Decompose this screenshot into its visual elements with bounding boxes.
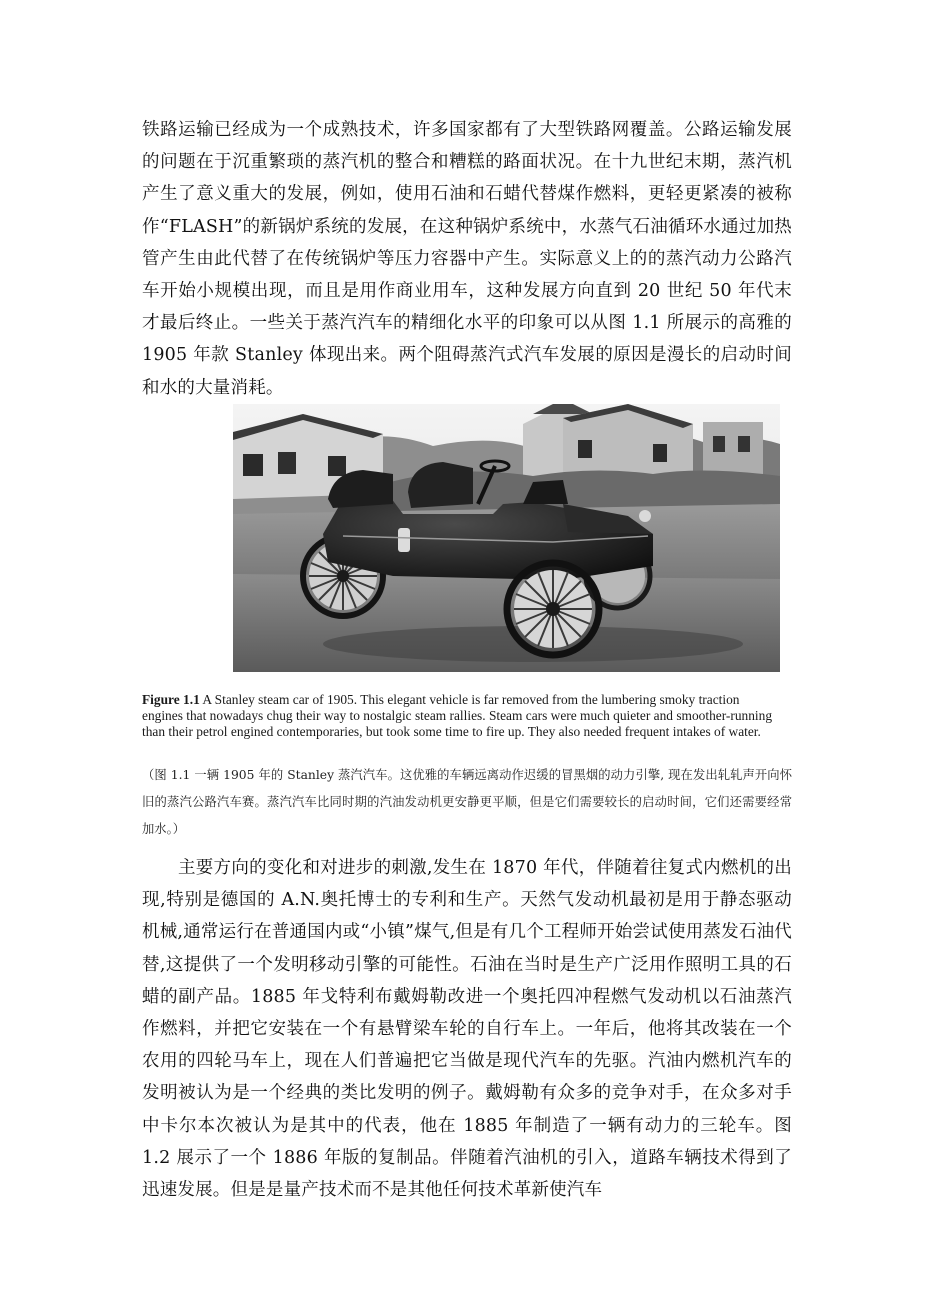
figure-stanley-steam-car-photo: [233, 404, 780, 672]
front-wheel-icon: [507, 563, 599, 655]
steam-car-photo-illustration: [233, 404, 780, 672]
figure-caption-english: [142, 692, 782, 740]
figure-caption-text: A Stanley steam car of 1905. This elegant vehicle is far removed from the lumbering smoky traction engines that nowadays chug their way to nostalgic steam rallies. Steam cars were much quieter and smoother-running than their petrol engined contemporaries, but took some time to fire up. They also needed frequent intakes of water.: [142, 692, 773, 739]
body-paragraph-2: 主要方向的变化和对进步的刺激,发生在 1870 年代，伴随着往复式内燃机的出现,特别是德国的 A.N.奥托博士的专利和生产。天然气发动机最初是用于静态驱动机械,通常运行在普通国内或“小镇”煤气,但是有几个工程师开始尝试使用蒸发石油代替,这提供了一个发明移动引擎的可能性。石油在当时是生产广泛用作照明工具的石蜡的副产品。1885 年戈特利布戴姆勒改进一个奥托四冲程燃气发动机以石油蒸汽作燃料，并把它安装在一个有悬臂梁车轮的自行车上。一年后，他将其改装在一个农用的四轮马车上，现在人们普遍把它当做是现代汽车的先驱。汽油内燃机汽车的发明被认为是一个经典的类比发明的例子。戴姆勒有众多的竞争对手，在众多对手中卡尔本次被认为是其中的代表，他在 1885 年制造了一辆有动力的三轮车。图 1.2 展示了一个 1886 年版的复制品。伴随着汽油机的引入，道路车辆技术得到了迅速发展。但是是量产技术而不是其他任何技术革新使汽车: [142, 858, 792, 1201]
figure-caption-chinese: （图 1.1 一辆 1905 年的 Stanley 蒸汽汽车。这优雅的车辆远离动作迟缓的冒黑烟的动力引擎, 现在发出轧轧声开向怀旧的蒸汽公路汽车赛。蒸汽汽车比同时期的汽油发动机更安静更平顺，但是它们需要较长的启动时间，它们还需要经常加水。）: [142, 768, 792, 836]
figure-label: Figure 1.1: [142, 692, 200, 707]
body-paragraph-1: 铁路运输已经成为一个成熟技术，许多国家都有了大型铁路网覆盖。公路运输发展的问题在于沉重繁琐的蒸汽机的整合和糟糕的路面状况。在十九世纪末期，蒸汽机产生了意义重大的发展，例如，使用石油和石蜡代替煤作燃料，更轻更紧凑的被称作“FLASH”的新锅炉系统的发展，在这种锅炉系统中，水蒸气石油循环水通过加热管产生由此代替了在传统锅炉等压力容器中产生。实际意义上的的蒸汽动力公路汽车开始小规模出现，而且是用作商业用车，这种发展方向直到 20 世纪 50 年代末才最后终止。一些关于蒸汽汽车的精细化水平的印象可以从图 1.1 所展示的高雅的 1905 年款 Stanley 体现出来。两个阻碍蒸汽式汽车发展的原因是漫长的启动时间和水的大量消耗。: [142, 120, 792, 398]
